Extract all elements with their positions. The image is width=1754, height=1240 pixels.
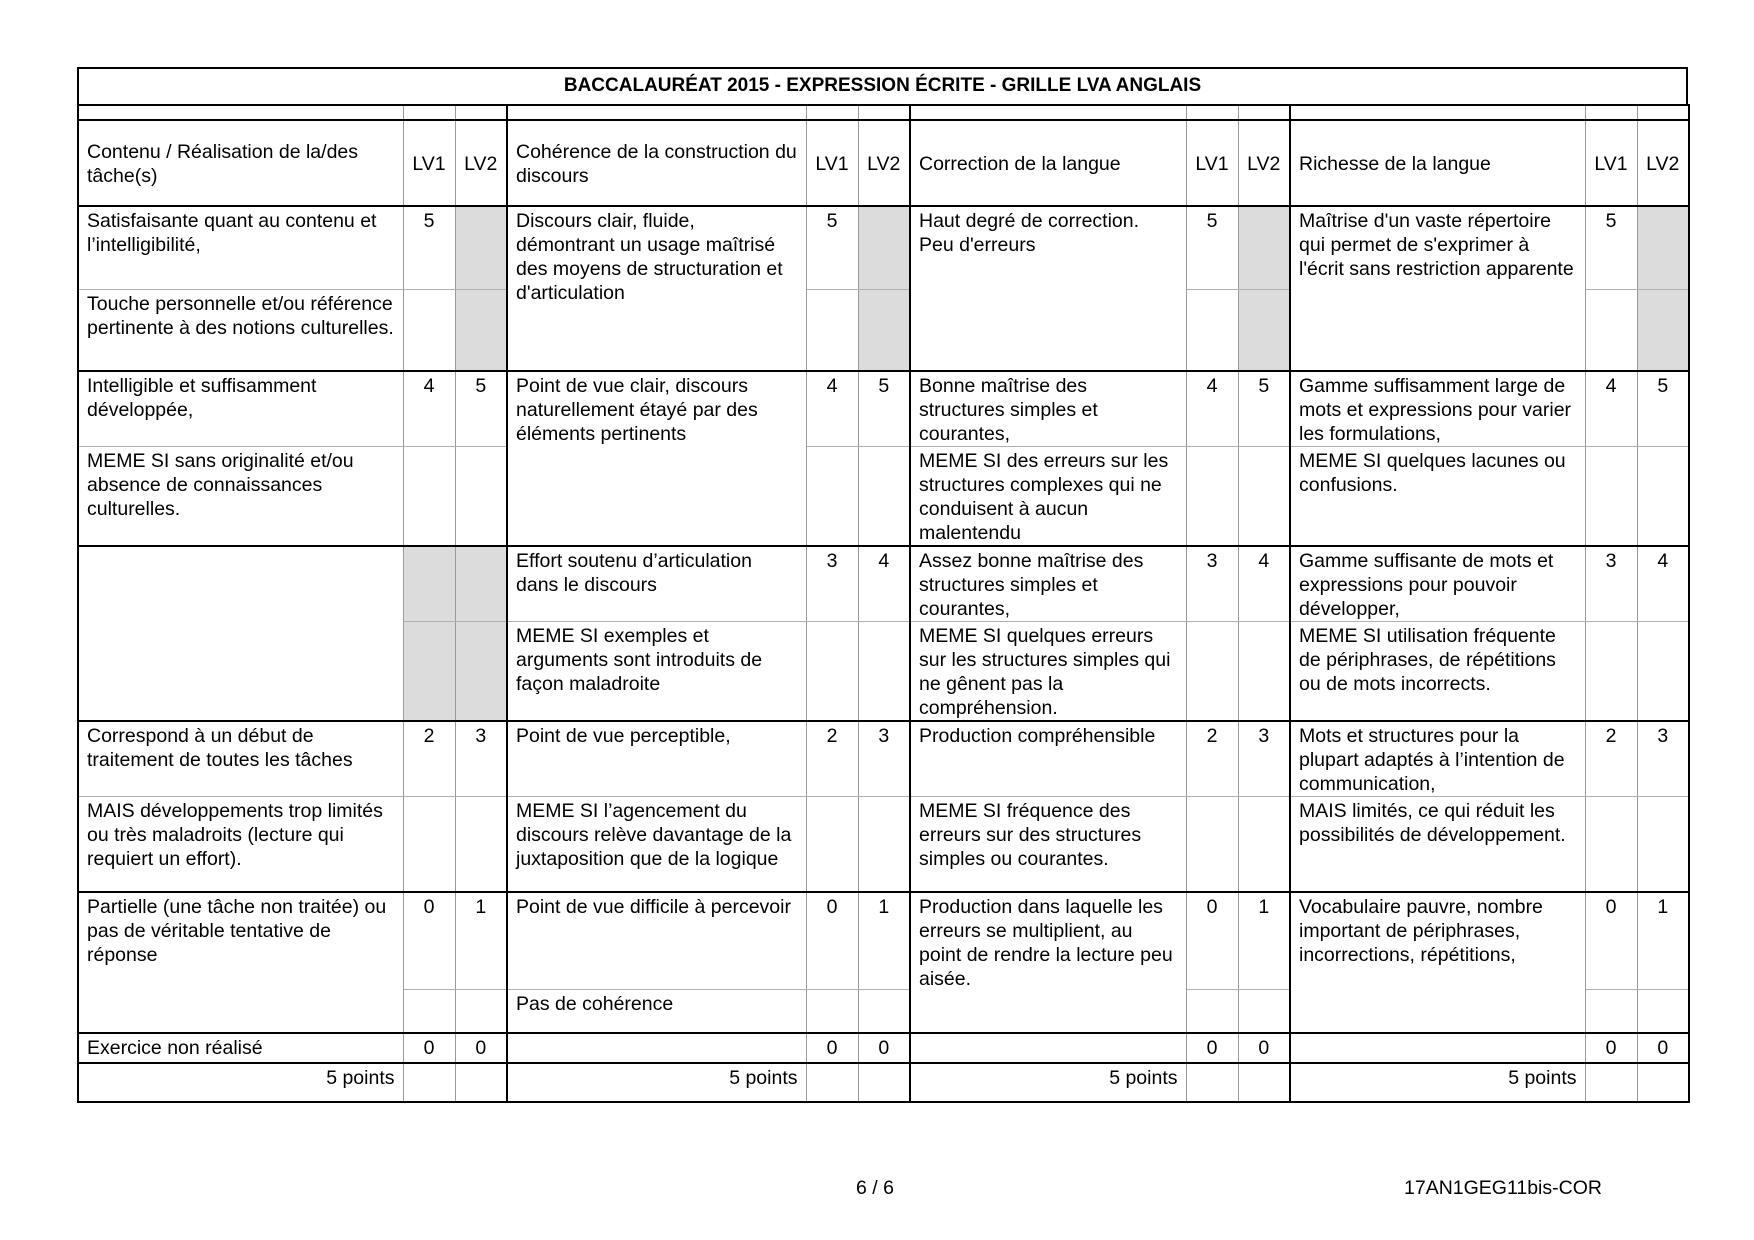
descriptor-cell: MEME SI fréquence des erreurs sur des structures simples ou courantes. [910, 797, 1186, 893]
header-richesse: Richesse de la langue [1290, 120, 1585, 206]
score-cell: 3 [1585, 546, 1637, 622]
total-points: 5 points [507, 1063, 806, 1102]
empty-descriptor-cell [507, 1033, 806, 1063]
descriptor-cell: Gamme suffisante de mots et expressions pour pouvoir développer, [1290, 546, 1585, 622]
score-cell: 5 [1585, 206, 1637, 290]
score-cell: 3 [1186, 546, 1238, 622]
total-points: 5 points [910, 1063, 1186, 1102]
score-cell: 0 [403, 1033, 455, 1063]
score-cell: 2 [403, 721, 455, 797]
shaded-score-cell [858, 290, 910, 372]
score-cell: 2 [1186, 721, 1238, 797]
descriptor-cell: Effort soutenu d’articulation dans le discours [507, 546, 806, 622]
descriptor-cell: Partielle (une tâche non traitée) ou pas de véritable tentative de réponse [78, 892, 403, 1033]
score-cell: 5 [1186, 206, 1238, 290]
header-lv1: LV1 [1585, 120, 1637, 206]
descriptor-cell: Correspond à un début de traitement de toutes les tâches [78, 721, 403, 797]
header-lv1: LV1 [1186, 120, 1238, 206]
descriptor-cell: Exercice non réalisé [78, 1033, 403, 1063]
descriptor-cell: Vocabulaire pauvre, nombre important de périphrases, incorrections, répétitions, [1290, 892, 1585, 1033]
descriptor-cell: Point de vue difficile à percevoir [507, 892, 806, 990]
descriptor-cell: Assez bonne maîtrise des structures simples et courantes, [910, 546, 1186, 622]
totals-row [78, 1063, 1689, 1102]
score-cell: 4 [806, 371, 858, 447]
level-4-row-b [78, 447, 1689, 547]
score-cell: 4 [1238, 546, 1290, 622]
header-lv2: LV2 [1637, 120, 1689, 206]
descriptor-cell: Maîtrise d'un vaste répertoire qui permet de s'exprimer à l'écrit sans restriction apparente [1290, 206, 1585, 371]
score-cell: 0 [1585, 892, 1637, 990]
score-cell: 5 [858, 371, 910, 447]
header-lv1: LV1 [403, 120, 455, 206]
descriptor-cell: MEME SI quelques lacunes ou confusions. [1290, 447, 1585, 547]
score-cell: 5 [1637, 371, 1689, 447]
score-cell: 0 [1585, 1033, 1637, 1063]
level-2-row-b [78, 797, 1689, 893]
descriptor-cell: MEME SI sans originalité et/ou absence de connaissances culturelles. [78, 447, 403, 547]
shaded-score-cell [403, 546, 455, 622]
score-cell: 4 [1585, 371, 1637, 447]
descriptor-cell: MEME SI utilisation fréquente de périphrases, de répétitions ou de mots incorrects. [1290, 622, 1585, 722]
score-cell: 0 [1186, 892, 1238, 990]
descriptor-cell: MEME SI quelques erreurs sur les structures simples qui ne gênent pas la compréhension. [910, 622, 1186, 722]
score-cell: 3 [455, 721, 507, 797]
spacer-row [78, 105, 1689, 120]
score-cell: 3 [806, 546, 858, 622]
score-cell: 0 [403, 892, 455, 990]
shaded-score-cell [1637, 206, 1689, 290]
shaded-score-cell [455, 622, 507, 722]
score-cell: 0 [1186, 1033, 1238, 1063]
document-code: 17AN1GEG11bis-COR [1404, 1177, 1602, 1199]
score-cell: 0 [806, 1033, 858, 1063]
score-cell: 3 [1238, 721, 1290, 797]
score-cell: 0 [1238, 1033, 1290, 1063]
score-cell: 4 [1637, 546, 1689, 622]
descriptor-cell: Haut degré de correction. Peu d'erreurs [910, 206, 1186, 371]
score-cell: 1 [858, 892, 910, 990]
score-cell: 3 [858, 721, 910, 797]
grid-title: BACCALAURÉAT 2015 - EXPRESSION ÉCRITE - GRILLE LVA ANGLAIS [77, 67, 1688, 104]
score-cell: 2 [806, 721, 858, 797]
descriptor-cell: Point de vue perceptible, [507, 721, 806, 797]
descriptor-cell: MAIS développements trop limités ou très maladroits (lecture qui requiert un effort). [78, 797, 403, 893]
total-points: 5 points [78, 1063, 403, 1102]
descriptor-cell: Bonne maîtrise des structures simples et courantes, [910, 371, 1186, 447]
header-lv2: LV2 [455, 120, 507, 206]
header-coherence: Cohérence de la construction du discours [507, 120, 806, 206]
empty-descriptor-cell [1290, 1033, 1585, 1063]
shaded-score-cell [455, 290, 507, 372]
shaded-score-cell [858, 206, 910, 290]
score-cell: 2 [1585, 721, 1637, 797]
score-cell: 5 [806, 206, 858, 290]
descriptor-cell: Pas de cohérence [507, 990, 806, 1034]
shaded-score-cell [1238, 206, 1290, 290]
empty-descriptor-cell [78, 546, 403, 721]
descriptor-cell: MEME SI des erreurs sur les structures complexes qui ne conduisent à aucun malentendu [910, 447, 1186, 547]
page-number: 6 / 6 [856, 1177, 894, 1199]
grading-grid-sheet [77, 67, 1688, 1103]
shaded-score-cell [1238, 290, 1290, 372]
header-lv1: LV1 [806, 120, 858, 206]
descriptor-cell: Touche personnelle et/ou référence pertinente à des notions culturelles. [78, 290, 403, 372]
empty-descriptor-cell [910, 1033, 1186, 1063]
score-cell: 1 [1238, 892, 1290, 990]
score-cell: 5 [403, 206, 455, 290]
descriptor-cell: Point de vue clair, discours naturellement étayé par des éléments pertinents [507, 371, 806, 546]
score-cell: 5 [1238, 371, 1290, 447]
shaded-score-cell [455, 206, 507, 290]
score-cell: 3 [1637, 721, 1689, 797]
score-cell: 5 [455, 371, 507, 447]
descriptor-cell: Satisfaisante quant au contenu et l’intelligibilité, [78, 206, 403, 290]
score-cell: 0 [858, 1033, 910, 1063]
total-points: 5 points [1290, 1063, 1585, 1102]
level-2-row-a [78, 721, 1689, 797]
grading-grid-table [77, 104, 1690, 1103]
level-5-row-a [78, 206, 1689, 290]
descriptor-cell: Production compréhensible [910, 721, 1186, 797]
score-cell: 1 [455, 892, 507, 990]
level-0-row [78, 1033, 1689, 1063]
descriptor-cell: Gamme suffisamment large de mots et expressions pour varier les formulations, [1290, 371, 1585, 447]
descriptor-cell: Production dans laquelle les erreurs se multiplient, au point de rendre la lecture peu aisée. [910, 892, 1186, 1033]
level-4-row-a [78, 371, 1689, 447]
score-cell: 0 [1637, 1033, 1689, 1063]
descriptor-cell: MAIS limités, ce qui réduit les possibilités de développement. [1290, 797, 1585, 893]
score-cell: 1 [1637, 892, 1689, 990]
score-cell: 0 [455, 1033, 507, 1063]
descriptor-cell: Mots et structures pour la plupart adaptés à l’intention de communication, [1290, 721, 1585, 797]
descriptor-cell: MEME SI l’agencement du discours relève davantage de la juxtaposition que de la logique [507, 797, 806, 893]
header-lv2: LV2 [1238, 120, 1290, 206]
shaded-score-cell [403, 622, 455, 722]
descriptor-cell: Intelligible et suffisamment développée, [78, 371, 403, 447]
score-cell: 4 [1186, 371, 1238, 447]
header-contenu: Contenu / Réalisation de la/des tâche(s) [78, 120, 403, 206]
shaded-score-cell [1637, 290, 1689, 372]
shaded-score-cell [455, 546, 507, 622]
header-lv2: LV2 [858, 120, 910, 206]
header-row [78, 120, 1689, 206]
descriptor-cell: Discours clair, fluide, démontrant un usage maîtrisé des moyens de structuration et d'articulation [507, 206, 806, 371]
header-correction: Correction de la langue [910, 120, 1186, 206]
score-cell: 4 [403, 371, 455, 447]
descriptor-cell: MEME SI exemples et arguments sont introduits de façon maladroite [507, 622, 806, 722]
score-cell: 0 [806, 892, 858, 990]
level-3-row-a [78, 546, 1689, 622]
level-1-row-a [78, 892, 1689, 990]
score-cell: 4 [858, 546, 910, 622]
